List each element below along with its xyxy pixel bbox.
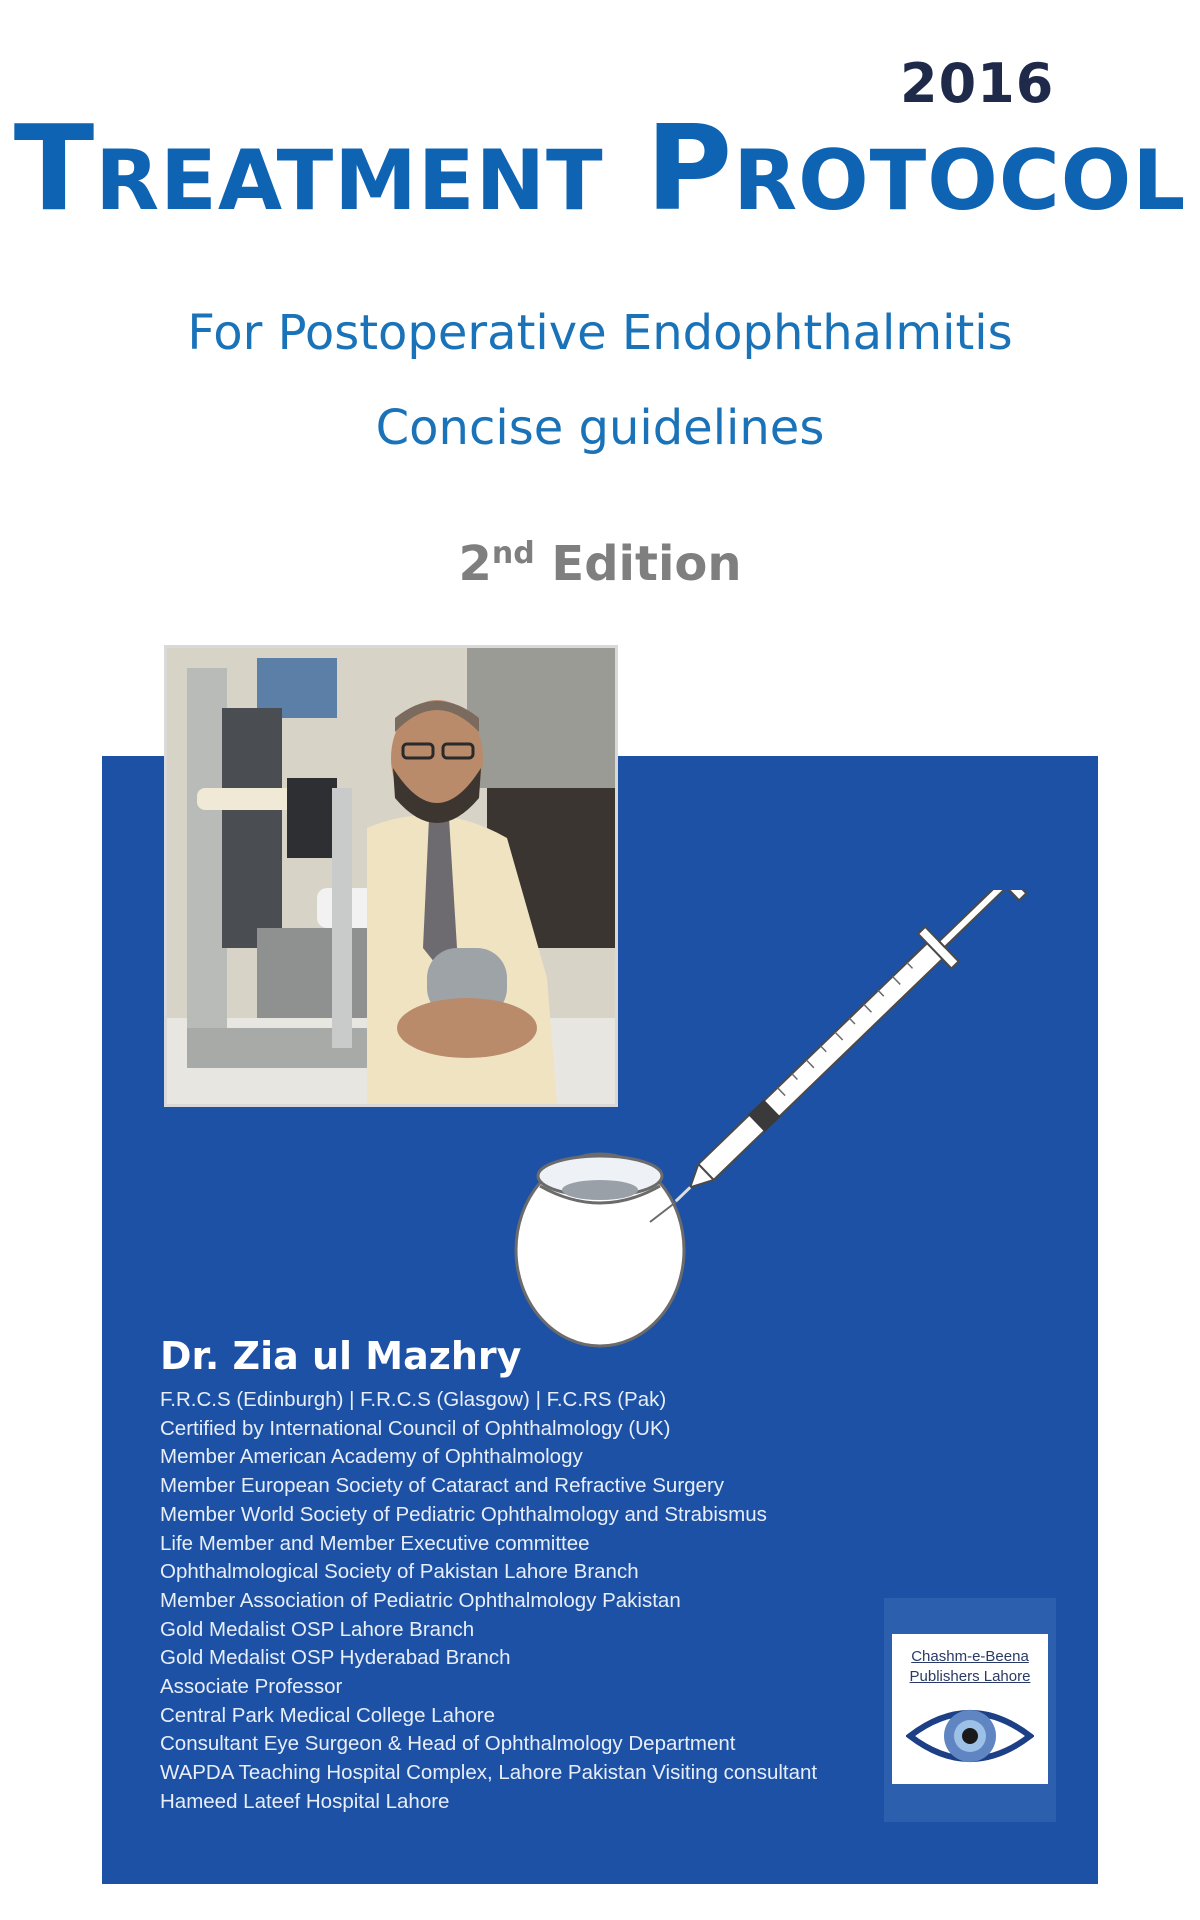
credential-line: F.R.C.S (Edinburgh) | F.R.C.S (Glasgow) | F.C.RS (Pak) <box>160 1388 667 1411</box>
publisher-eye-logo-icon <box>906 1696 1034 1776</box>
credential-line: Member Association of Pediatric Ophthalmology Pakistan <box>160 1588 681 1612</box>
book-title: Treatment Protocol <box>13 99 1187 237</box>
credential-line: Certified by International Council of Ophthalmology (UK) <box>160 1416 671 1440</box>
author-credentials <box>160 1386 880 1817</box>
credential-line: Gold Medalist OSP Hyderabad Branch <box>160 1646 511 1670</box>
credential-line: Member World Society of Pediatric Ophthalmology and Strabismus <box>160 1502 767 1526</box>
subtitle-line-2: Concise guidelines <box>375 400 825 456</box>
credential-line: WAPDA Teaching Hospital Complex, Lahore Pakistan Visiting consultant <box>160 1761 818 1785</box>
syringe-icon <box>659 890 1028 1218</box>
credential-line: Central Park Medical College Lahore <box>160 1703 496 1727</box>
eyeball-icon <box>516 1154 684 1346</box>
edition-suffix: nd <box>491 536 535 571</box>
credential-line: Member American Academy of Ophthalmology <box>160 1445 583 1469</box>
subtitle-line-1: For Postoperative Endophthalmitis <box>187 305 1013 361</box>
procedure-illustration <box>500 890 1060 1360</box>
credential-line: Consultant Eye Surgeon & Head of Ophthalmology Department <box>160 1732 736 1756</box>
edition-number: 2 <box>458 536 492 592</box>
author-name: Dr. Zia ul Mazhry <box>160 1334 522 1378</box>
edition-word: Edition <box>551 536 742 592</box>
credential-line: Ophthalmological Society of Pakistan Lahore Branch <box>160 1560 639 1584</box>
publisher-logo <box>884 1598 1056 1822</box>
credential-line: Life Member and Member Executive committee <box>160 1531 590 1555</box>
publisher-logo-card <box>892 1634 1048 1784</box>
publication-year: 2016 <box>900 52 1055 115</box>
credential-line: Member European Society of Cataract and Refractive Surgery <box>160 1474 725 1498</box>
edition-label <box>0 536 1200 592</box>
credential-line: Gold Medalist OSP Lahore Branch <box>160 1617 475 1641</box>
credential-line: Associate Professor <box>160 1675 343 1699</box>
credential-line: Hameed Lateef Hospital Lahore <box>160 1789 450 1813</box>
publisher-name-line-1: Chashm-e-Beena <box>911 1648 1029 1665</box>
publisher-name-line-2: Publishers Lahore <box>909 1668 1031 1685</box>
